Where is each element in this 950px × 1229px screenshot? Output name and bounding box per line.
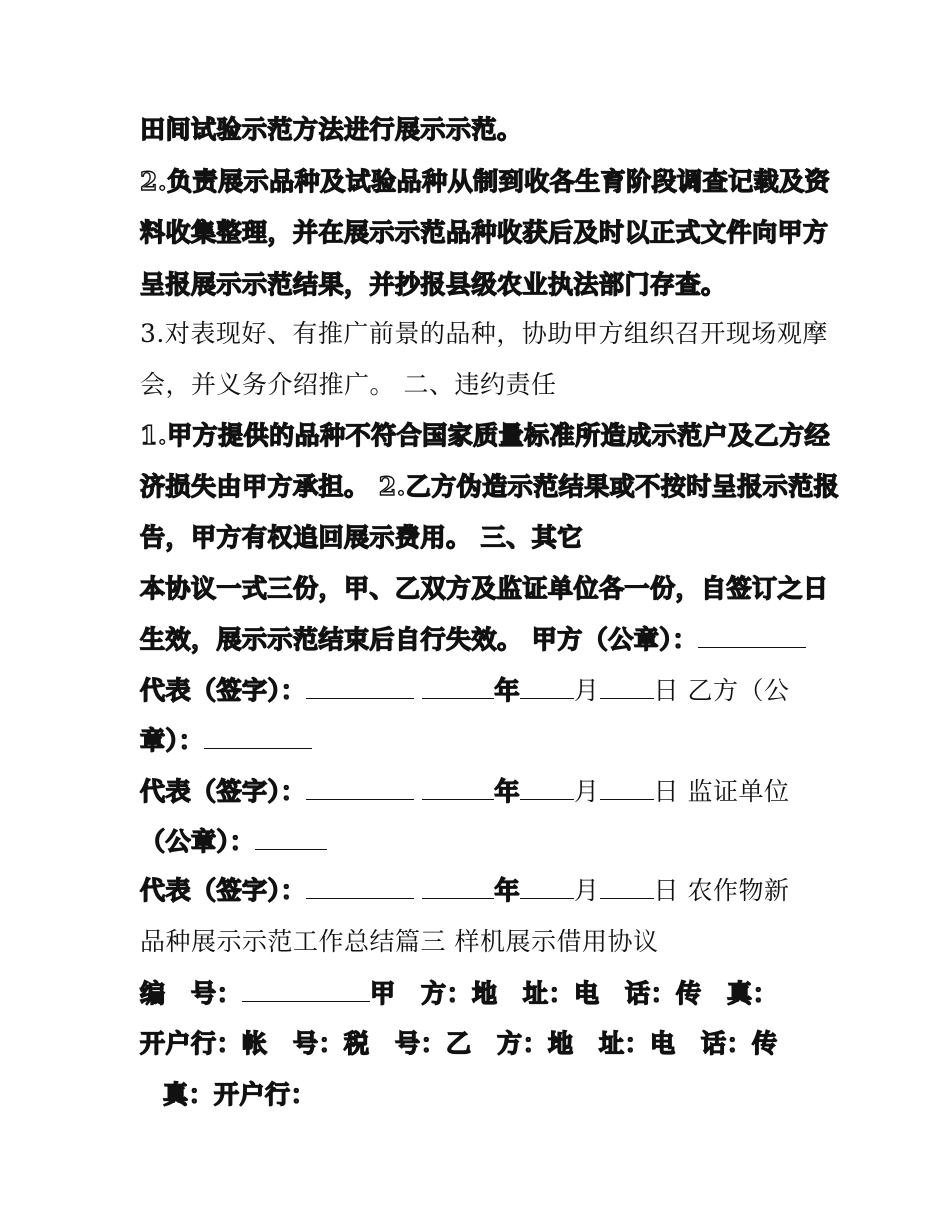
paragraph-line-8: 济损失由甲方承担。 2.乙方伪造示范结果或不按时呈报示范报 xyxy=(140,472,840,501)
year-label-3: 年 xyxy=(494,876,520,905)
party-a-seal-label: 生效，展示示范结束后自行失效。 甲方（公章）： xyxy=(140,625,698,654)
supervisor-seal-blank[interactable] xyxy=(255,827,327,850)
agreement-header-line-1 xyxy=(140,977,820,1011)
number-blank[interactable] xyxy=(242,979,370,1002)
day-blank-1[interactable] xyxy=(600,676,654,699)
month-label-2: 月 xyxy=(573,777,600,806)
month-label-3: 月 xyxy=(573,876,600,905)
signature-line-party-b xyxy=(140,724,820,758)
day-blank-3[interactable] xyxy=(600,876,654,899)
supervisor-seal-label: （公章）： xyxy=(140,827,256,856)
representative-label-2: 代表（签字）： xyxy=(140,777,307,806)
day-party-b-label: 日 乙方（公 xyxy=(653,676,790,705)
agreement-header-line-2: 开户行：帐 号：税 号：乙 方：地 址：电 话：传 xyxy=(140,1029,778,1058)
paragraph-line-1: 田间试验示范方法进行展示示范。 xyxy=(140,115,523,144)
signature-line-1 xyxy=(140,674,820,708)
month-blank-2[interactable] xyxy=(520,777,574,800)
paragraph-line-9: 告，甲方有权追回展示费用。 三、其它 xyxy=(140,523,583,552)
party-b-seal-label: 章）： xyxy=(140,726,205,755)
party-a-seal-blank[interactable] xyxy=(698,625,806,648)
paragraph-line-3: 料收集整理，并在展示示范品种收获后及时以正式文件向甲方 xyxy=(140,218,829,247)
party-a-fields-label: 甲 方：地 址：电 话：传 真： xyxy=(370,979,779,1008)
signature-line-3 xyxy=(140,874,820,908)
section-title-line: 品种展示示范工作总结篇三 样机展示借用协议 xyxy=(140,927,659,956)
signature-line-party-a xyxy=(140,623,820,657)
paragraph-line-4: 呈报展示示范结果，并抄报县级农业执法部门存查。 xyxy=(140,270,727,299)
paragraph-line-7: 1.甲方提供的品种不符合国家质量标准所造成示范户及乙方经 xyxy=(140,421,831,450)
representative-label-3: 代表（签字）： xyxy=(140,876,307,905)
representative-label-1: 代表（签字）： xyxy=(140,676,307,705)
paragraph-line-10: 本协议一式三份，甲、乙双方及监证单位各一份，自签订之日 xyxy=(140,574,829,603)
year-blank-3[interactable] xyxy=(422,876,494,899)
day-crop-label: 日 农作物新 xyxy=(653,876,790,905)
day-blank-2[interactable] xyxy=(600,777,654,800)
representative-blank-2[interactable] xyxy=(306,777,414,800)
representative-blank-1[interactable] xyxy=(306,676,414,699)
day-supervisor-label: 日 监证单位 xyxy=(653,777,790,806)
number-label: 编 号： xyxy=(140,979,243,1008)
party-b-seal-blank[interactable] xyxy=(204,726,312,749)
signature-line-supervisor xyxy=(140,825,820,859)
month-blank-1[interactable] xyxy=(520,676,574,699)
month-blank-3[interactable] xyxy=(520,876,574,899)
year-label-1: 年 xyxy=(494,676,520,705)
signature-line-2 xyxy=(140,775,820,809)
representative-blank-3[interactable] xyxy=(306,876,414,899)
paragraph-line-6: 会，并义务介绍推广。 二、违约责任 xyxy=(140,370,557,399)
month-label-1: 月 xyxy=(573,676,600,705)
paragraph-line-2: 2.负责展示品种及试验品种从制到收各生育阶段调查记载及资 xyxy=(140,167,831,196)
year-label-2: 年 xyxy=(494,777,520,806)
year-blank-2[interactable] xyxy=(422,777,494,800)
paragraph-line-5: 3.对表现好、有推广前景的品种，协助甲方组织召开现场观摩 xyxy=(140,319,828,348)
agreement-header-line-3: 真：开户行： xyxy=(163,1080,317,1109)
year-blank-1[interactable] xyxy=(422,676,494,699)
